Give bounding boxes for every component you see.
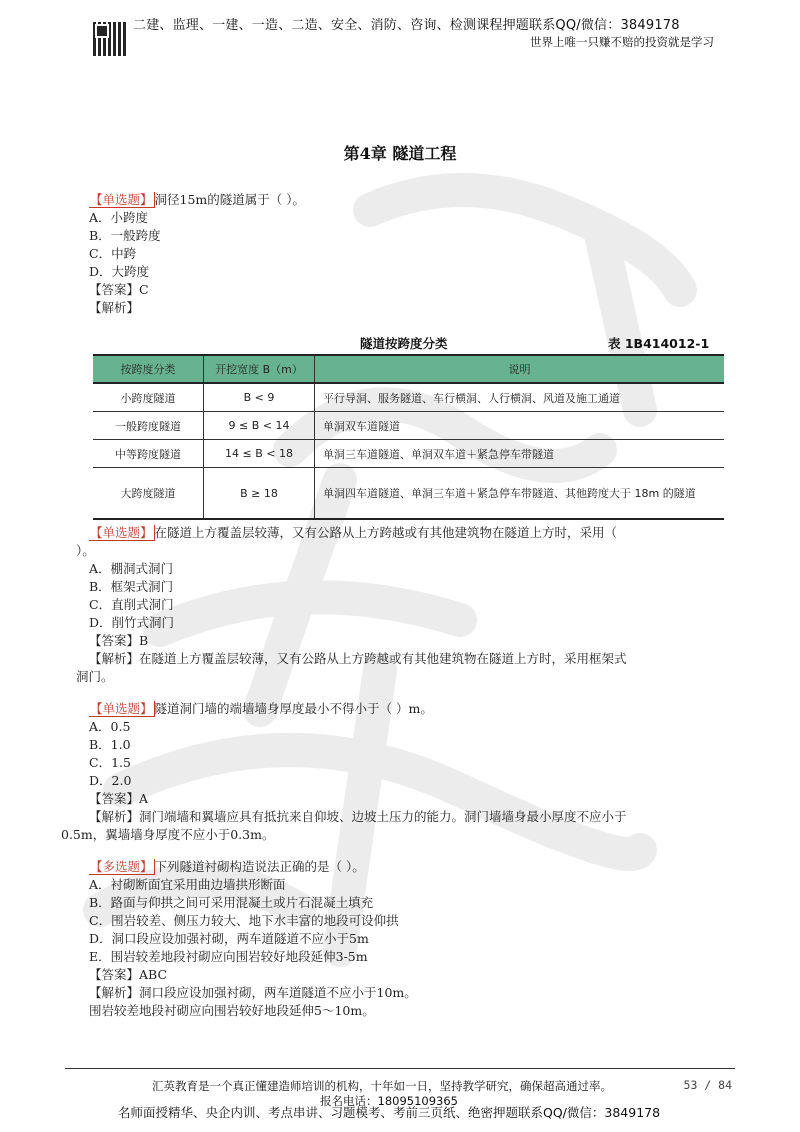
footer-divider <box>65 1068 735 1069</box>
footer-phone: 报名电话：18095109365 <box>320 1094 458 1108</box>
page-number: 53 / 84 <box>683 1078 732 1092</box>
table-row <box>93 383 724 412</box>
option-b: B．1.0 <box>89 737 131 752</box>
table-row <box>93 468 724 520</box>
answer: 【答案】C <box>89 282 149 297</box>
table-title: 隧道按跨度分类 <box>360 336 448 351</box>
option-d: D．2.0 <box>89 773 132 788</box>
analysis-continued: 0.5m，翼墙墙身厚度不应小于0.3m。 <box>61 827 275 842</box>
footer-contact-line: 名师面授精华、央企内训、考点串讲、习题模考、考前三页纸、绝密押题联系QQ/微信：3849178 <box>118 1105 661 1120</box>
table-cell: 9 ≤ B < 14 <box>204 412 315 440</box>
question-type-tag: 【单选题】 <box>90 192 153 207</box>
option-b: B．路面与仰拱之间可采用混凝土或片石混凝土填充 <box>89 895 374 910</box>
option-d: D．大跨度 <box>89 264 150 279</box>
table-cell: B < 9 <box>204 383 315 412</box>
analysis-continued: 围岩较差地段衬砌应向围岩较好地段延伸5～10m。 <box>89 1003 375 1018</box>
option-c: C．围岩较差、侧压力较大、地下水丰富的地段可设仰拱 <box>89 913 399 928</box>
question-type-tag: 【多选题】 <box>90 859 153 874</box>
table-cell: 一般跨度隧道 <box>93 412 204 440</box>
analysis: 【解析】洞口段应设加强衬砌，两车道隧道不应小于10m。 <box>89 985 417 1000</box>
answer: 【答案】ABC <box>89 967 168 982</box>
table-cell: 大跨度隧道 <box>93 468 204 520</box>
option-a: A．衬砌断面宜采用曲边墙拱形断面 <box>89 877 286 892</box>
option-c: C．直削式洞门 <box>89 597 174 612</box>
table-header-row <box>93 355 724 383</box>
question-stem-continued: ）。 <box>76 543 95 558</box>
table-header-cell: 按跨度分类 <box>93 355 204 383</box>
option-b: B．一般跨度 <box>89 228 161 243</box>
question-stem: 下列隧道衬砌构造说法正确的是（ ）。 <box>154 859 365 874</box>
answer: 【答案】A <box>89 791 149 806</box>
chapter-title: 第4章 隧道工程 <box>343 144 457 163</box>
answer: 【答案】B <box>89 633 149 648</box>
span-classification-table <box>93 354 724 520</box>
question-stem: 隧道洞门墙的端墙墙身厚度最小不得小于（ ）m。 <box>154 701 433 716</box>
header-slogan: 世界上唯一只赚不赔的投资就是学习 <box>530 35 714 49</box>
analysis: 【解析】在隧道上方覆盖层较薄，又有公路从上方跨越或有其他建筑物在隧道上方时，采用框架式 <box>89 651 627 666</box>
table-cell: 中等跨度隧道 <box>93 440 204 468</box>
qr-code <box>93 22 127 56</box>
table-row <box>93 412 724 440</box>
table-header-cell: 说明 <box>315 355 725 383</box>
question-stem: 在隧道上方覆盖层较薄，又有公路从上方跨越或有其他建筑物在隧道上方时，采用（ <box>154 525 618 540</box>
analysis-continued: 洞门。 <box>76 669 114 684</box>
option-d: D．削竹式洞门 <box>89 615 175 630</box>
option-b: B．框架式洞门 <box>89 579 174 594</box>
question-type-tag: 【单选题】 <box>90 525 153 540</box>
option-e: E．围岩较差地段衬砌应向围岩较好地段延伸3-5m <box>89 949 368 964</box>
footer-institution-line: 汇英教育是一个真正懂建造师培训的机构，十年如一日，坚持教学研究，确保超高通过率。 <box>152 1079 612 1093</box>
table-cell: 小跨度隧道 <box>93 383 204 412</box>
option-a: A．小跨度 <box>89 210 149 225</box>
option-a: A．棚洞式洞门 <box>89 561 174 576</box>
question-type-tag: 【单选题】 <box>90 701 153 716</box>
table-cell: 平行导洞、服务隧道、车行横洞、人行横洞、风道及施工通道 <box>315 383 725 412</box>
option-c: C．1.5 <box>89 755 131 770</box>
table-cell: 单洞三车道隧道、单洞双车道＋紧急停车带隧道 <box>315 440 725 468</box>
header-contact-line: 二建、监理、一建、一造、二造、安全、消防、咨询、检测课程押题联系QQ/微信：3849178 <box>133 18 680 33</box>
table-cell: 单洞四车道隧道、单洞三车道＋紧急停车带隧道、其他跨度大于 18m 的隧道 <box>315 468 725 520</box>
table-cell: 单洞双车道隧道 <box>315 412 725 440</box>
option-c: C．中跨 <box>89 246 137 261</box>
option-d: D．洞口段应设加强衬砌，两车道隧道不应小于5m <box>89 931 369 946</box>
option-a: A．0.5 <box>89 719 131 734</box>
table-cell: B ≥ 18 <box>204 468 315 520</box>
analysis: 【解析】洞门端墙和翼墙应具有抵抗来自仰坡、边坡土压力的能力。洞门墙墙身最小厚度不应小于 <box>89 809 627 824</box>
question-stem: 洞径15m的隧道属于（ ）。 <box>154 192 305 207</box>
table-header-cell: 开挖宽度 B（m） <box>204 355 315 383</box>
table-number: 表 1B414012-1 <box>608 336 710 351</box>
analysis-label: 【解析】 <box>89 300 140 315</box>
table-row <box>93 440 724 468</box>
table-cell: 14 ≤ B < 18 <box>204 440 315 468</box>
